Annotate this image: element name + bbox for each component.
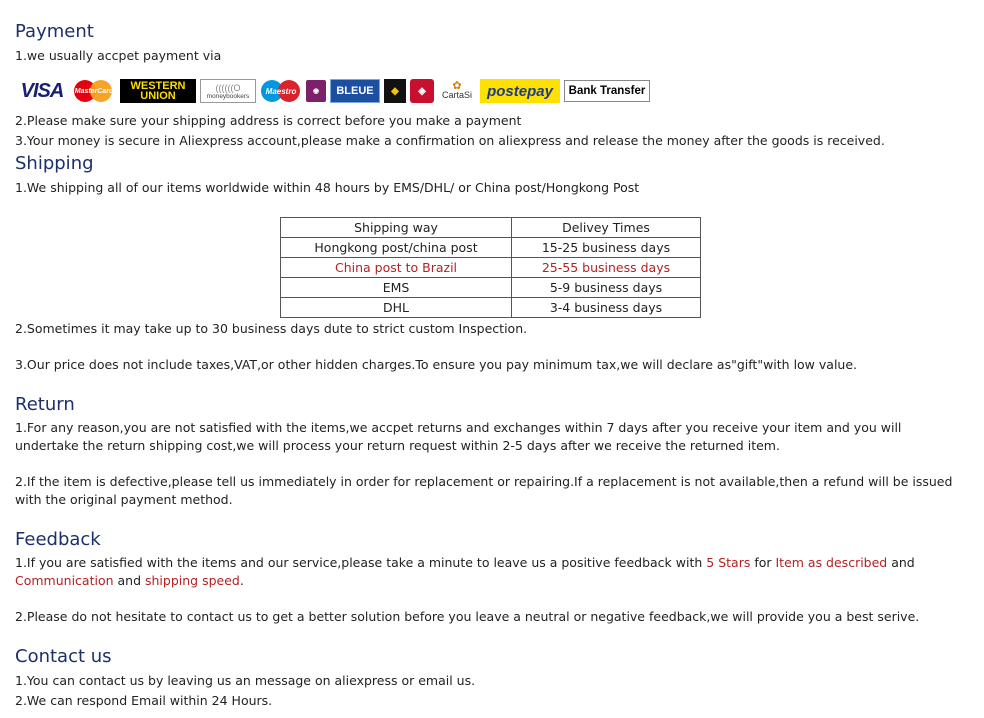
table-row xyxy=(281,298,701,318)
western-union-logo: WESTERN UNION xyxy=(120,79,196,103)
payment-logos xyxy=(16,78,650,104)
return-p1-line-2: undertake the return shipping cost,we will process your return request within 2-5 days after we receive the returned item. xyxy=(15,438,780,453)
contact-line-2: 2.We can respond Email within 24 Hours. xyxy=(15,693,273,708)
table-cell: China post to Brazil xyxy=(281,258,512,278)
shipping-speed-text: shipping speed xyxy=(145,573,240,588)
bank-transfer-logo: Bank Transfer xyxy=(564,80,650,102)
table-cell: 25-55 business days xyxy=(512,258,701,278)
return-heading: Return xyxy=(15,394,75,415)
postepay-logo: postepay xyxy=(480,79,560,103)
table-cell: 5-9 business days xyxy=(512,278,701,298)
mastercard-logo: MasterCard xyxy=(72,79,116,103)
card-icon: ◆ xyxy=(384,79,406,103)
table-header-row xyxy=(281,218,701,238)
feedback-p2: 2.Please do not hesitate to contact us to get a better solution before you leave a neutral or negative feedback,we will provide you a best serive. xyxy=(15,609,920,624)
table-cell: Hongkong post/china post xyxy=(281,238,512,258)
feedback-p1-line-1: 1.If you are satisfied with the items and our service,please take a minute to leave us a positive feedback with 5 Stars for Item as described and xyxy=(15,555,915,570)
maestro-logo: Maestro xyxy=(260,79,302,103)
return-p1-line-1: 1.For any reason,you are not satisfied with the items,we accpet returns and exchanges within 7 days after you receive your item and you will xyxy=(15,420,902,435)
table-header: Shipping way xyxy=(281,218,512,238)
five-stars-text: 5 Stars xyxy=(706,555,751,570)
table-cell: 3-4 business days xyxy=(512,298,701,318)
payment-line-1: 1.we usually accpet payment via xyxy=(15,48,222,63)
cartasi-logo: ✿ CartaSi xyxy=(441,80,472,100)
shipping-heading: Shipping xyxy=(15,153,94,174)
contact-heading: Contact us xyxy=(15,646,112,667)
feedback-p1-line-2: Communication and shipping speed. xyxy=(15,573,244,588)
moneybookers-logo: ((((((O moneybookers xyxy=(200,79,256,103)
shipping-line-1: 1.We shipping all of our items worldwide within 48 hours by EMS/DHL/ or China post/Hongkong Post xyxy=(15,180,640,195)
shipping-line-2: 2.Sometimes it may take up to 30 business days dute to strict custom Inspection. xyxy=(15,321,528,336)
table-cell: DHL xyxy=(281,298,512,318)
table-cell: EMS xyxy=(281,278,512,298)
shipping-table xyxy=(280,217,701,318)
table-row xyxy=(281,238,701,258)
table-row-highlight xyxy=(281,258,701,278)
payment-line-3: 3.Your money is secure in Aliexpress account,please make a confirmation on aliexpress and release the money after the goods is received. xyxy=(15,133,885,148)
payment-heading: Payment xyxy=(15,21,94,42)
return-p2-line-2: with the original payment method. xyxy=(15,492,233,507)
contact-line-1: 1.You can contact us by leaving us an message on aliexpress or email us. xyxy=(15,673,476,688)
bleue-logo: BLEUE xyxy=(330,79,380,103)
table-row xyxy=(281,278,701,298)
table-cell: 15-25 business days xyxy=(512,238,701,258)
card-icon: ◉ xyxy=(306,80,326,102)
card-icon: ◈ xyxy=(410,79,434,103)
communication-text: Communication xyxy=(15,573,114,588)
payment-line-2: 2.Please make sure your shipping address is correct before you make a payment xyxy=(15,113,522,128)
table-header: Delivey Times xyxy=(512,218,701,238)
feedback-heading: Feedback xyxy=(15,529,101,550)
item-as-described-text: Item as described xyxy=(775,555,888,570)
visa-logo: VISA xyxy=(20,79,64,102)
shipping-line-3: 3.Our price does not include taxes,VAT,or other hidden charges.To ensure you pay minimum tax,we will declare as"gift"with low value. xyxy=(15,357,857,372)
return-p2-line-1: 2.If the item is defective,please tell us immediately in order for replacement or repairing.If a replacement is not available,then a refund will be issued xyxy=(15,474,953,489)
